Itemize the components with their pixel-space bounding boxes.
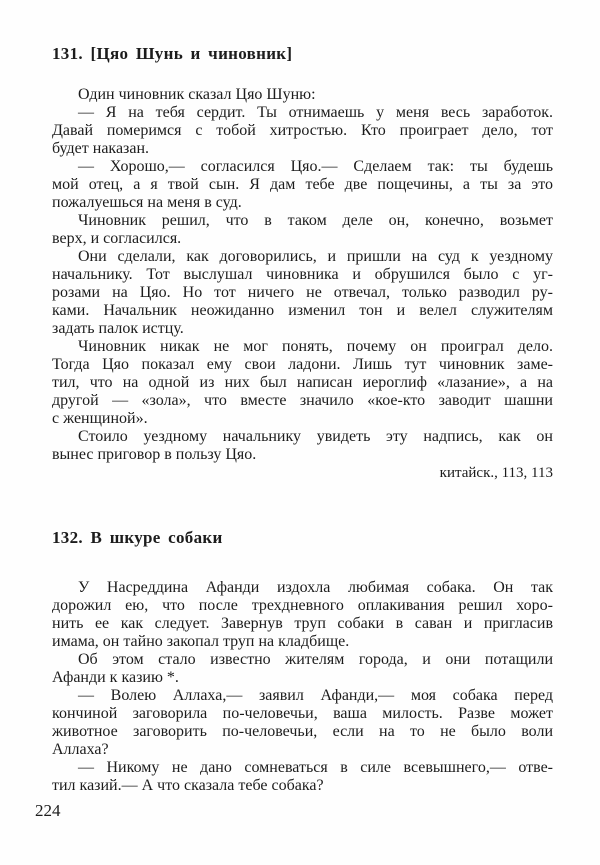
text-line: тил казий.— А что сказала тебе собака? (52, 777, 324, 794)
text-line: нить ее как следует. Завернув труп собаки в саван и пригласив (52, 615, 553, 632)
page-number: 224 (35, 801, 61, 820)
story-131-heading: 131. [Цяо Шунь и чиновник] (52, 44, 293, 63)
text-line: Афанди к казию *. (52, 669, 179, 686)
text-line: Чиновник решил, что в таком деле он, конечно, возьмет (78, 212, 553, 229)
text-line: Чиновник никак не мог понять, почему он проиграл дело. (78, 338, 553, 355)
text-line: ками. Начальник неожиданно изменил тон и велел служителям (52, 302, 553, 319)
story-132 (52, 529, 553, 795)
text-line: имама, он тайно закопал труп на кладбище. (52, 633, 350, 650)
text-line: Стоило уездному начальнику увидеть эту надпись, как он (78, 428, 553, 445)
text-line: пожалуешься на меня в суд. (52, 194, 242, 211)
text-line: другой — «зола», что вместе значило «кое-кто заводит шашни (52, 392, 553, 409)
text-line: розами на Цяо. Но тот ничего не отвечал, только разводил ру- (52, 284, 553, 301)
text-line: животное заговорить по-человечьи, если на то не было воли (52, 723, 553, 740)
text-line: дорожил ею, что после трехдневного оплакивания решил хоро- (52, 597, 553, 614)
text-line: Давай померимся с тобой хитростью. Кто проиграет дело, тот (52, 122, 553, 139)
text-line: тил, что на одной из них был написан иероглиф «лазание», а на (52, 374, 553, 391)
text-line: Аллаха? (52, 741, 109, 758)
text-line: Тогда Цяо показал ему свои ладони. Лишь тут чиновник заме- (52, 356, 553, 373)
text-line: с женщиной». (52, 410, 148, 427)
story-131 (52, 45, 553, 482)
text-line: задать палок истцу. (52, 320, 184, 337)
story-132-heading: 132. В шкуре собаки (52, 528, 223, 547)
story-131-attribution: китайск., 113, 113 (439, 465, 553, 481)
story-131-body (52, 86, 553, 464)
text-line: Один чиновник сказал Цяо Шуню: (78, 86, 316, 103)
text-line: У Насреддина Афанди издохла любимая собака. Он так (78, 579, 553, 596)
text-line: — Волею Аллаха,— заявил Афанди,— моя собака перед (78, 687, 553, 704)
story-132-body (52, 579, 553, 795)
text-line: верх, и согласился. (52, 230, 182, 247)
text-line: — Я на тебя сердит. Ты отнимаешь у меня весь заработок. (78, 104, 553, 121)
text-line: — Хорошо,— согласился Цяо.— Сделаем так: ты будешь (78, 158, 553, 175)
text-line: начальнику. Тот выслушал чиновника и обрушился было с уг- (52, 266, 553, 283)
text-line: Об этом стало известно жителям города, и они потащили (78, 651, 553, 668)
text-line: Они сделали, как договорились, и пришли на суд к уездному (78, 248, 553, 265)
text-line: будет наказан. (52, 140, 150, 157)
text-line: кончиной заговорила по-человечьи, ваша милость. Разве может (52, 705, 553, 722)
text-line: вынес приговор в пользу Цяо. (52, 446, 257, 463)
text-line: мой отец, а я твой сын. Я дам тебе две пощечины, а ты за это (52, 176, 553, 193)
text-line: — Никому не дано сомневаться в силе всевышнего,— отве- (78, 759, 553, 776)
